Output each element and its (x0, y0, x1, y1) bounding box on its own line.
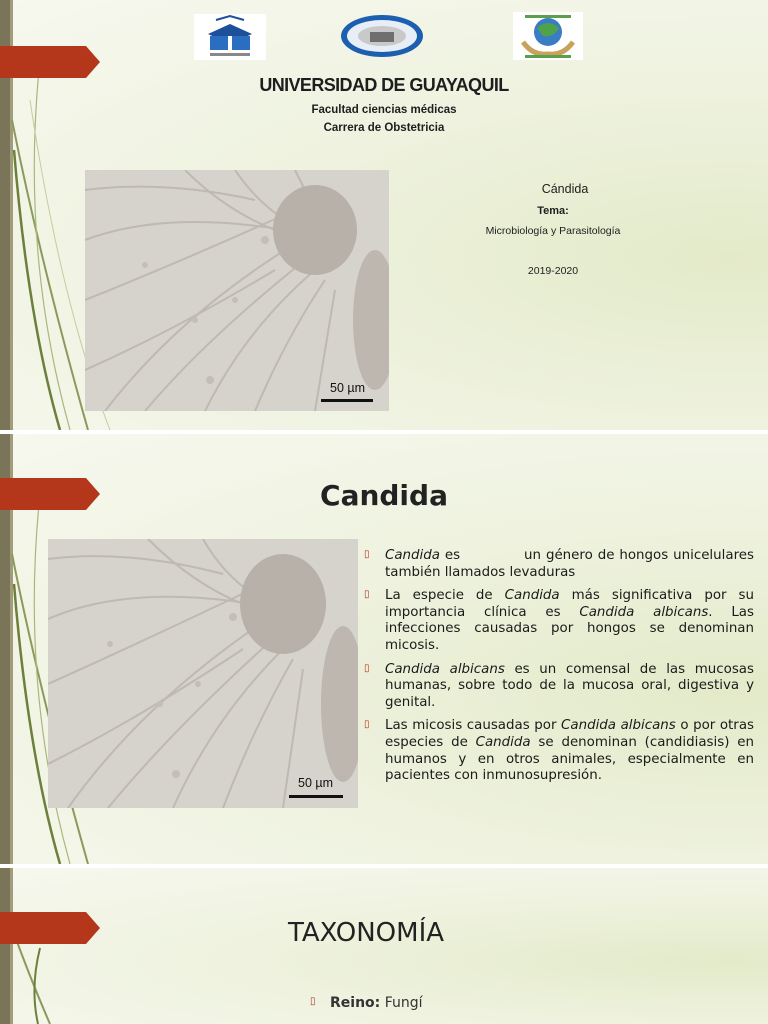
microscopy-drawing (48, 539, 358, 808)
bullet-marker-icon: ▯ (364, 719, 370, 731)
bullet-marker-icon: ▯ (364, 589, 370, 601)
bullet-marker-icon: ▯ (364, 662, 370, 674)
slide-candida (0, 434, 768, 864)
scale-label: 50 µm (330, 381, 365, 395)
bullet-item: ▯ Candida es un género de hongos unicelulares también llamados levaduras (364, 548, 759, 580)
slide-title: TAXONOMÍA (287, 918, 445, 948)
bullet-marker-icon: ▯ (364, 549, 370, 560)
university-name: UNIVERSIDAD DE GUAYAQUIL (259, 75, 509, 95)
bullet-item: ▯ Candida albicans es un comensal de las mucosas humanas, sobre todo de la mucosa oral, digestiva y genital. (364, 661, 754, 710)
candida-microscopy-image (85, 170, 389, 411)
subject-name: Microbiología y Parasitología (485, 225, 621, 237)
scale-bar (321, 399, 373, 402)
faculty-seal-logo (340, 14, 424, 58)
obstetrics-school-logo (513, 12, 583, 60)
candida-microscopy-image (48, 539, 358, 808)
bullet-item: ▯ La especie de Candida más significativa por su importancia clínica es Candida albicans. Las infecciones causadas por hongos se denominan micosis. (364, 588, 755, 653)
topic-title: Cándida (541, 182, 589, 196)
slide-taxonomy (0, 868, 768, 1024)
university-logo (194, 14, 266, 60)
scale-bar (289, 795, 343, 798)
microscopy-drawing (85, 170, 389, 411)
accent-arrow (0, 46, 100, 78)
slide-title (0, 0, 768, 430)
slide-title: Candida (320, 479, 448, 512)
bullet-item: ▯ Las micosis causadas por Candida albicans o por otras especies de Candida se denominan (candidiasis) en humanos y en otros animales, especialmente en pacientes con inmunosupresión. (364, 718, 754, 784)
bullet-list (364, 548, 759, 792)
academic-year: 2019-2020 (527, 265, 579, 277)
scale-label: 50 µm (298, 776, 333, 790)
tema-label: Tema: (537, 205, 569, 217)
career-name: Carrera de Obstetricia (323, 122, 445, 134)
faculty-name: Facultad ciencias médicas (311, 104, 457, 116)
bullet-marker-icon: ▯ (310, 996, 316, 1007)
taxonomy-item: ▯ Reino: Fungí (310, 995, 423, 1011)
